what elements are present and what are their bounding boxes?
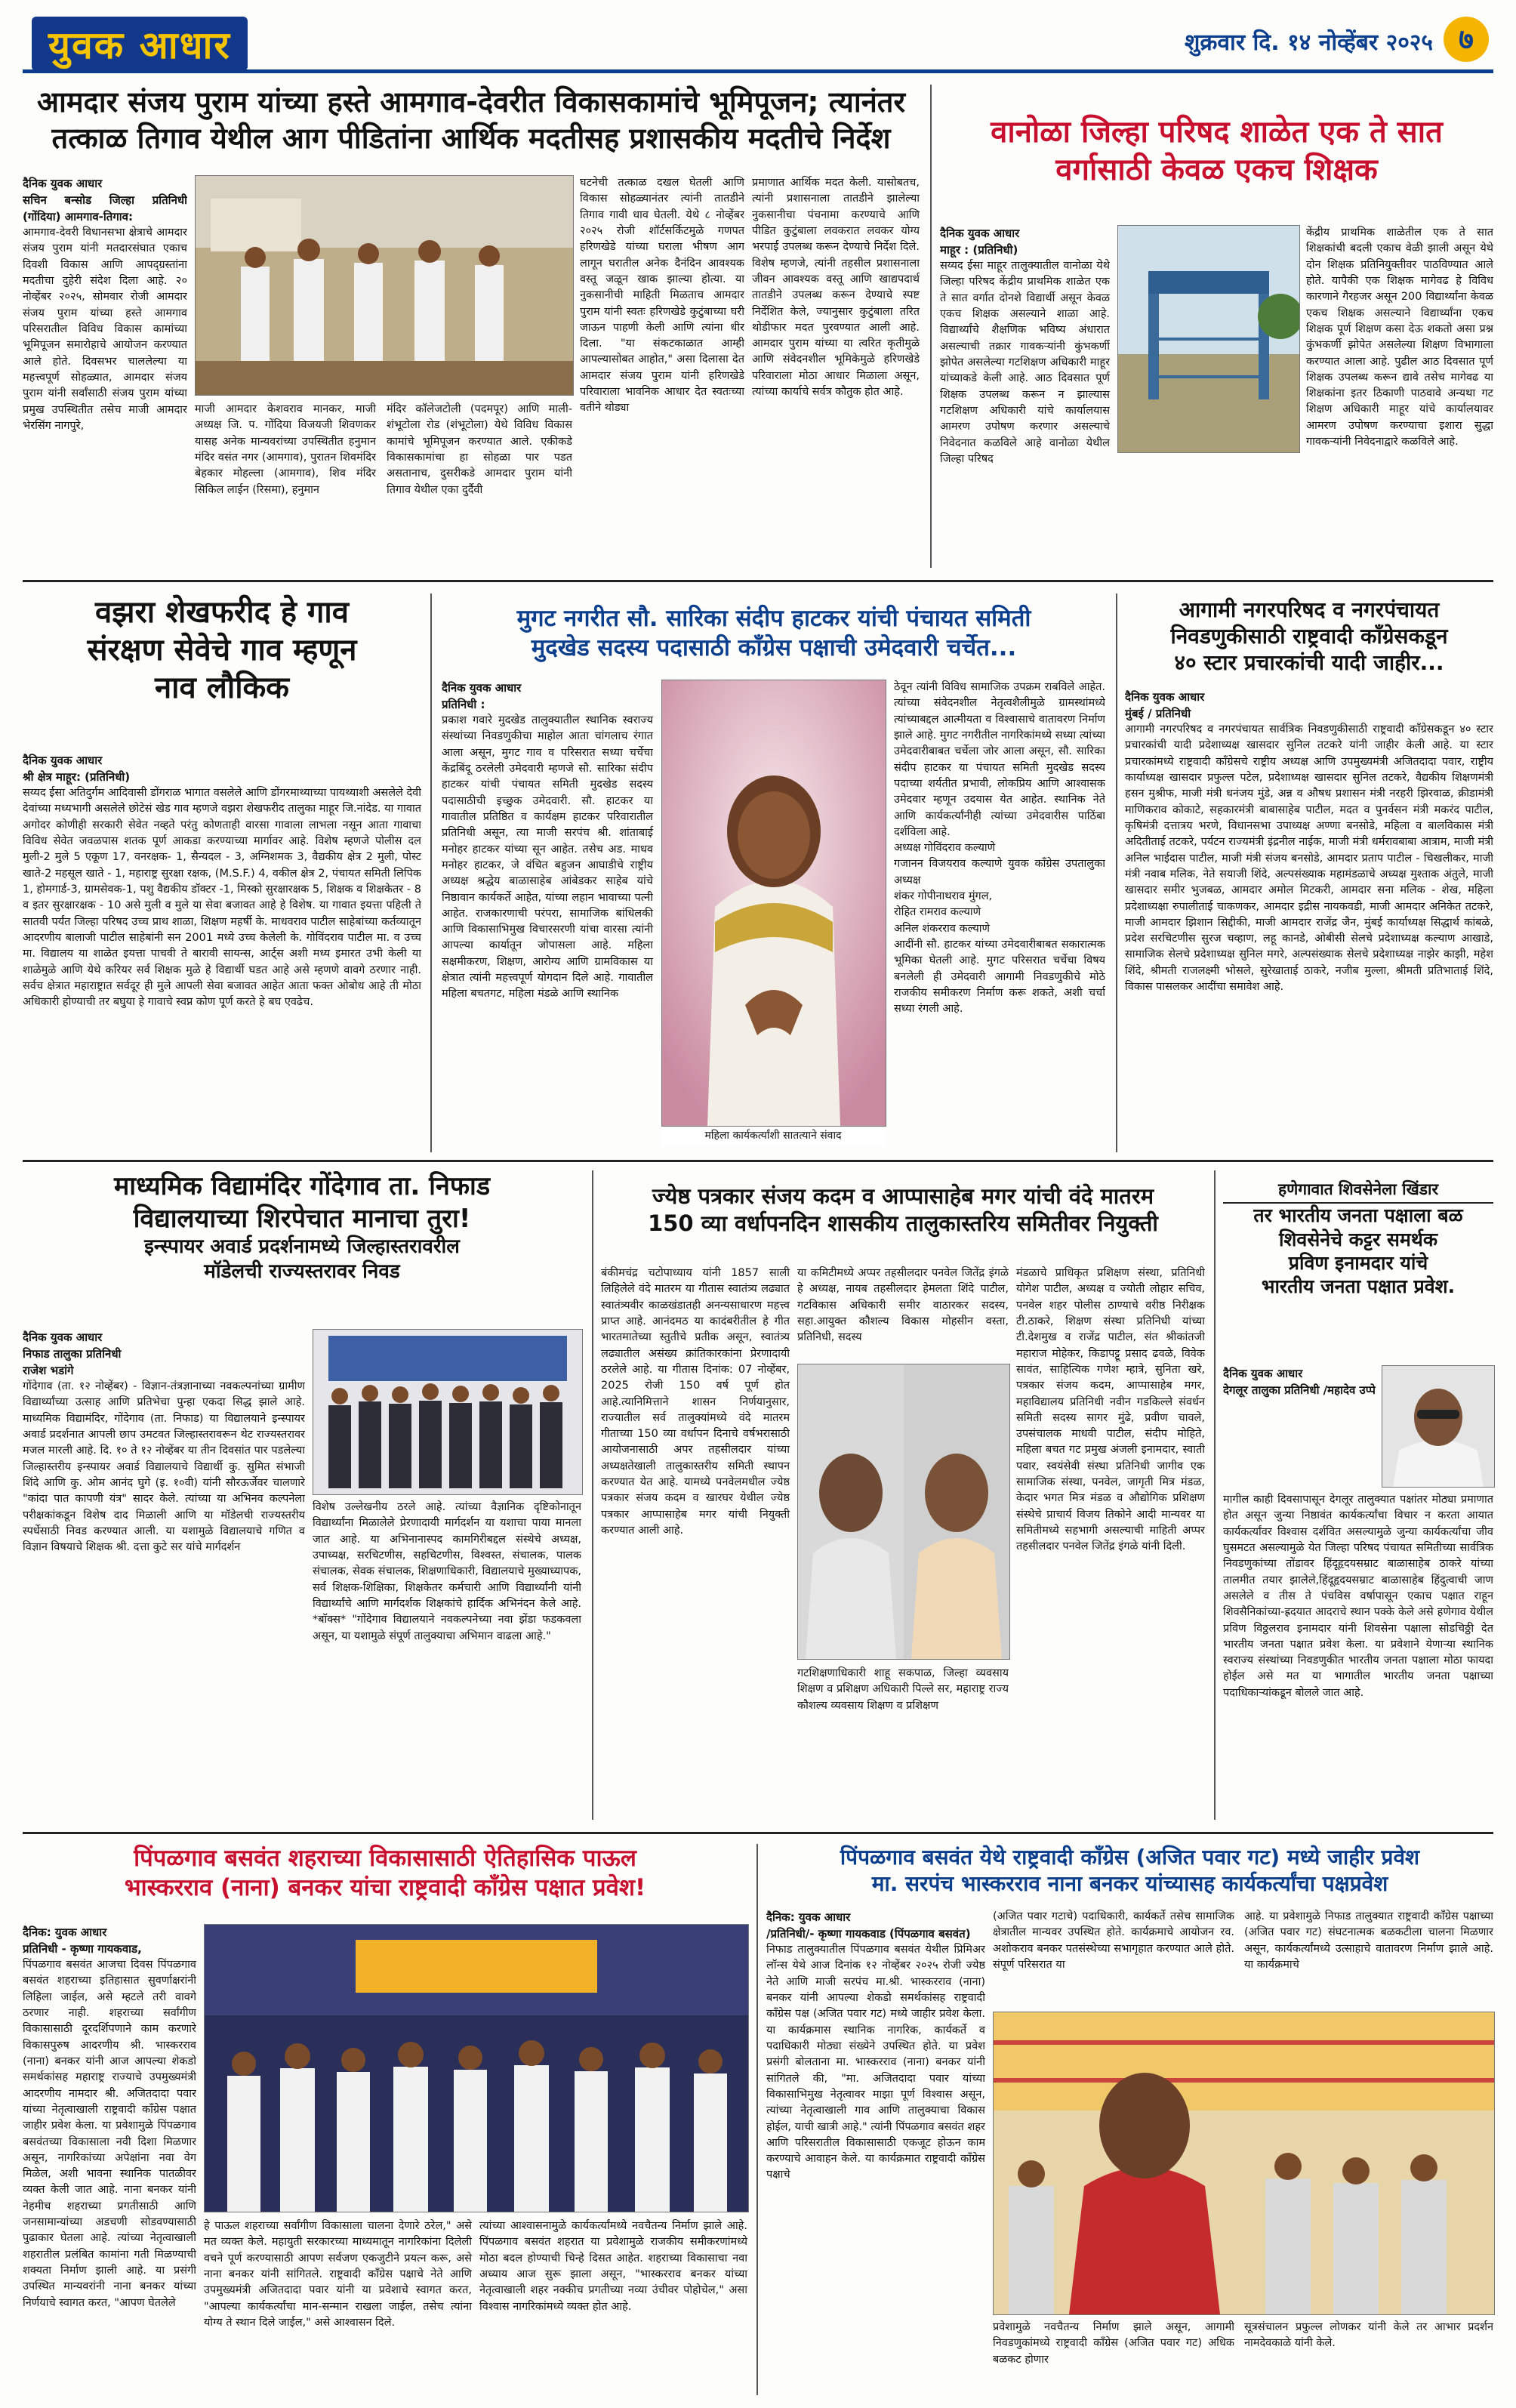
a2-byline: दैनिक युवक आधार माहूर : (प्रतिनिधी) xyxy=(940,227,1020,257)
a4-photo-caption: महिला कार्यकर्त्यांशी सातत्याने संवाद xyxy=(661,1128,885,1146)
a2-text-2: केंद्रीय प्राथमिक शाळेतील एक ते सात शिक्षकांची बदली एकाच वेळी झाली असून येथे दोन शिक्षक प्रतिनियुक्तीवर पाठविण्यात आले होते. यापैकी एक शिक्षक मागेवढ हे विविध कारणाने गैरहजर असून 200 विद्यार्थ्यांना केवळ एकच शिक्षक असल्याने विद्यार्थ्यांना एकच शिक्षक पूर्ण शिक्षण कसा देऊ शकतो असा प्रश्न कुंभकर्णी झोपेत असलेल्या शिक्षण विभागाला करण्यात आला आहे. पुढील आठ दिवसात पूर्ण शिक्षक उपलब्ध करून द्यावे तसेच मागेवढ या शिक्षकांना इतर ठिकाणी पाठवावे अन्यथा गट शिक्षण अधिकारी माहूर यांचे कार्यालयावर आमरण उपोषण करण्याचा इशारा सुद्धा गावकऱ्यांनी निवेदनाद्वारे कळविले आहे. xyxy=(1306,227,1493,449)
a1-text-1: आमगाव-देवरी विधानसभा क्षेत्राचे आमदार संजय पुराम यांनी मतदारसंघात एकाच दिवशी विकास आणि आपद्ग्रस्तांना मदतीचा दुहेरी संदेश दिला आहे. २० नोव्हेंबर २०२५, सोमवार रोजी आमदार संजय पुराम यांच्या हस्ते आमगाव परिसरातील विविध विकास कामांच्या भूमिपूजन समारोहाचे आयोजन करण्यात आले होते. दिवसभर चाललेल्या या महत्त्वपूर्ण सोहळ्यात, आमदार संजय पुराम यांनी सर्वांसाठी संजय पुराम यांच्या प्रमुख उपस्थितीत तसेच माजी आमदार भेरसिंग नागपुरे, xyxy=(23,227,187,432)
a1-text-4: घटनेची तत्काळ दखल घेतली आणि विकास सोहळ्यानंतर त्यांनी तातडीने तिगाव गावी धाव घेतली. येथे ८ नोव्हेंबर २०२५ रोजी शॉर्टसर्किटमुळे गणपत हरिणखेडे यांच्या घराला भीषण आग लागून घरातील अनेक दैनंदिन आवश्यक वस्तू जळून खाक झाल्या होत्या. या नुकसानीची माहिती मिळताच आमदार पुराम यांनी स्वतः हरिणखेडे कुटुंबाच्या घरी जाऊन पाहणी केली आणि त्यांना धीर दिला. "या संकटकाळात आम्ही आपल्यासोबत आहोत," असा दिलासा देत आमदार संजय पुराम यांनी हरिणखेडे परिवाराला भावनिक आधार देत स्वतःच्या वतीने थोड्या xyxy=(580,177,744,415)
a9-column-3 xyxy=(479,2218,747,2392)
a4-byline: दैनिक युवक आधार प्रतिनिधी : xyxy=(442,681,522,712)
divider xyxy=(1116,594,1117,1152)
a7-photo-journalists xyxy=(797,1364,1010,1660)
a5-headline xyxy=(1125,597,1493,676)
a10-text-bottom-2: सूत्रसंचालन प्रफुल्ल लोणकर यांनी केले तर आभार प्रदर्शन नामदेवकाळे यांनी केले. xyxy=(1244,2321,1493,2350)
a8-headline-line4: प्रविण इनामदार यांचे xyxy=(1288,1251,1428,1274)
a6-photo-award xyxy=(313,1329,583,1495)
a5-headline-line2: निवडणुकीसाठी राष्ट्रवादी कॉंग्रेसकडून xyxy=(1170,624,1448,649)
a6-headline-line2: विद्यालयाच्या शिरपेचात मानाचा तुरा! xyxy=(133,1203,471,1234)
a8-headline-line2: तर भारतीय जनता पक्षाला बळ xyxy=(1253,1204,1463,1227)
a6-headline-line4: मॉडेलची राज्यस्तरावर निवड xyxy=(204,1259,400,1283)
a1-text-3: मंदिर कॉलेजटोली (पदमपूर) आणि माली-शंभूटोला रोड (शंभूटोला) येथे विविध विकास कामांचे भूमिपूजन करण्यात आले. एकीकडे विकासकामांचा हा सोहळा पार पडत असतानाच, दुसरीकडे आमदार पुराम यांनी तिगाव येथील एका दुर्दैवी xyxy=(387,403,572,496)
a7-column-2 xyxy=(797,1266,1009,1356)
a5-byline: दैनिक युवक आधार मुंबई / प्रतिनिधी xyxy=(1125,690,1205,721)
a1-column-1 xyxy=(23,175,187,568)
a3-body xyxy=(23,752,421,1145)
a7-text-1: बंकीमचंद्र चटोपाध्याय यांनी 1857 साली लिहिलेले वंदे मातरम या गीतास स्वातंत्र्य लढ्यात स्वातंत्र्यवीर काळखंडातही अनन्यसाधारण महत्त्व प्राप्त आहे. आनंदमठ या कादंबरीतील हे गीत भारतमातेच्या स्तुतीचे प्रतीक असून, स्वातंत्र्य लढ्यातील असंख्य क्रांतिकारकांना प्रेरणादायी ठरलेले आहे. या गीतास दिनांक: 07 नोव्हेंबर, 2025 रोजी 150 वर्ष पूर्ण होत आहे.त्यानिमित्ताने शासन निर्णयानुसार, राज्यातील सर्व तालुक्यांमध्ये वंदे मातरम गीताच्या 150 व्या वर्धापन दिनाचे वर्षभरासाठी आयोजनासाठी अपर तहसीलदार यांच्या अध्यक्षतेखाली तालुकास्तरीय समिती स्थापन करण्यात येत आहे. यामध्ये पनवेलमधील ज्येष्ठ पत्रकार संजय कदम व खारघर येथील ज्येष्ठ पत्रकार आप्पासाहेब मगर यांची नियुक्ती करण्यात आली आहे. xyxy=(601,1267,790,1537)
a2-photo-school xyxy=(1117,225,1300,453)
a2-text-1: सय्यद ईसा माहूर तालुक्यातील वानोळा येथे जिल्हा परिषद केंद्रीय प्राथमिक शाळेत एक ते सात वर्गात दोनशे विद्यार्थी असून केवळ एकच शिक्षक असल्याने शाळा आहे. विद्यार्थ्यांचे शैक्षणिक भविष्य अंधारात असल्याची तक्रार गावकऱ्यांनी कुंभकर्णी झोपेत असलेल्या गटशिक्षण अधिकारी माहूर यांच्याकडे केली आहे. आठ दिवसात पूर्ण शिक्षक उपलब्ध करून न झाल्यास गटशिक्षण अधिकारी यांचे कार्यालयास आमरण उपोषण करणार असल्याचे निवेदनात कळविले आहे वानोळा येथील जिल्हा परिषद xyxy=(940,260,1110,465)
a10-bottom-1 xyxy=(993,2320,1234,2392)
issue-date: शुक्रवार दि. १४ नोव्हेंबर २०२५ xyxy=(1184,29,1433,56)
a10-bottom-2 xyxy=(1244,2320,1493,2392)
a3-headline-line2: संरक्षण सेवेचे गाव म्हणून xyxy=(87,633,357,668)
a4-text-1: प्रकाश गवारे मुदखेड तालुक्यातील स्थानिक स्वराज्य संस्थांच्या निवडणुकीचा माहोल आता चांगलाच रंगात आला असून, मुगट गाव व परिसरात सध्या चर्चेचा केंद्रबिंदू ठरलेली उमेदवारी म्हणजे सौ. सारिका संदीप हाटकर यांची पंचायत समिती मुदखेड सदस्य पदासाठीची इच्छुक उमेदवारी. सौ. हाटकर या गावातील प्रतिष्ठित व कार्यक्षम हाटकर परिवारातील प्रतिनिधी असून, त्या माजी सरपंच श्री. शांताबाई मनोहर हाटकर यांच्या सून आहेत. तसेच अड. माधव मनोहर हाटकर, जे वंचित बहुजन आघाडीचे राष्ट्रीय अध्यक्ष श्रद्धेय बाळासाहेब आंबेडकर साहेब यांचे निष्ठावान कार्यकर्ते आहेत, यांच्या लहान भावाच्या पत्नी आहेत. राजकारणाची परंपरा, सामाजिक बांधिलकी आणि विकासाभिमुख विचारसरणी यांचा वारसा त्यांनी आपल्या कार्यातून जोपासला आहे. महिला सक्षमीकरण, शिक्षण, आरोग्य आणि ग्रामविकास या क्षेत्रात त्यांनी महत्त्वपूर्ण योगदान दिले आहे. गावातील महिला बचतगट, महिला मंडळे आणि स्थानिक xyxy=(442,714,653,1001)
a1-headline-line1: आमदार संजय पुराम यांच्या हस्ते आमगाव-देवरीत विकासकामांचे भूमिपूजन; त्यानंतर xyxy=(36,85,905,119)
a9-text-3: त्यांच्या आश्वासनामुळे कार्यकर्त्यांमध्ये नवचैतन्य निर्माण झाले आहे. पिंपळगाव बसवंत शहरात या प्रवेशामुळे राजकीय समीकरणांमध्ये मोठा बदल होण्याची चिन्हे दिसत आहेत. शहराच्या विकासाचा नवा अध्याय आज सुरू झाला असून, "भास्करराव बनकर यांच्या नेतृत्वाखाली शहर नक्कीच प्रगतीच्या नव्या उंचीवर पोहोचेल," असा विश्वास नागरिकांमध्ये व्यक्त होत आहे. xyxy=(479,2220,747,2313)
a7-column-3 xyxy=(1016,1266,1205,1817)
a9-byline: दैनिक: युवक आधार प्रतिनिधी - कृष्णा गायकवाड, xyxy=(23,1925,142,1956)
section-rule xyxy=(23,1832,1493,1834)
masthead xyxy=(23,14,1493,73)
a6-photo-graphic xyxy=(313,1330,582,1494)
a9-text-2: हे पाऊल शहराच्या सर्वांगीण विकासाला चालना देणारे ठरेल," असे मत व्यक्त केले. महायुती सरकारच्या माध्यमातून नागरिकांना दिलेली वचने पूर्ण करण्यासाठी आपण सर्वजण एकजुटीने प्रयत्न करू, असे नाना बनकर यांनी सांगितले. राष्ट्रवादी कॉंग्रेस पक्षाचे नेते आणि उपमुख्यमंत्री अजितदादा पवार यांनी या प्रवेशाचे स्वागत करत, "आपल्या कार्यकर्त्यांचा मान-सन्मान राखला जाईल, तसेच त्यांना योग्य ते स्थान दिले जाईल," असे आश्वासन दिले. xyxy=(204,2220,472,2329)
a9-headline-line1: पिंपळगाव बसवंत शहराच्या विकासासाठी ऐतिहासिक पाऊल xyxy=(134,1845,636,1872)
a8-text: मागील काही दिवसापासून देगलूर तालुक्यात पक्षांतर मोठ्या प्रमाणात होत असून जुन्या निष्ठावंत कार्यकर्त्यांचा विचार न करता आयात कार्यकर्त्यांवर विश्वास दर्शवित असल्यामुळे जुन्या कार्यकर्त्यांचा जीव घुसमटत असल्यामुळे येत जिल्हा परिषद पंचायत समितीच्या सार्वत्रिक निवडणुकांच्या तोंडावर हिंदूहृदयसम्राट बाळासाहेब ठाकरे यांच्या तालमीत तयार झालेले,हिंदूहृदयसम्राट बाळासाहेब हिंदुत्वाची जाण असलेले व तीस ते पंचविस वर्षापासून एकाच पक्षात राहून शिवसैनिकांच्या-ह्रदयात आदराचे स्थान पक्के केले असे हणेगाव येथील प्रविण विठ्ठलराव इनामदार यांनी शिवसेना पक्षाला सोडचिठ्ठी देत भारतीय जनता पक्षात प्रवेश केला. या प्रवेशाने येणाऱ्या स्थानिक स्वराज्य संस्थांच्या निवडणुकीत भारतीय जनता पक्षाला मोठा फायदा होईल असे मत या भागातील भारतीय जनता पक्षाच्या पदाधिकाऱ्यांकडून बोलले जात आहे. xyxy=(1223,1494,1493,1699)
divider xyxy=(930,85,932,568)
a5-headline-line1: आगामी नगरपरिषद व नगरपंचायत xyxy=(1179,597,1440,622)
a7-headline-line1: ज्येष्ठ पत्रकार संजय कदम व आप्पासाहेब मगर यांची वंदे मातरम xyxy=(652,1183,1154,1209)
a1-column-4 xyxy=(580,175,744,568)
a2-photo-graphic xyxy=(1118,226,1299,452)
a8-photo-graphic xyxy=(1382,1366,1494,1487)
a3-byline: दैनिक युवक आधार श्री क्षेत्र माहूर: (प्रतिनिधी) xyxy=(23,754,131,785)
a10-photo-graphic xyxy=(994,2012,1494,2314)
a7-column-1 xyxy=(601,1266,790,1817)
a10-text-3: आहे. या प्रवेशामुळे निफाड तालुक्यात राष्ट्रवादी कॉंग्रेस पक्षाच्या (अजित पवार गट) संघटनात्मक बळकटीला चालना मिळणार असून, कार्यकर्त्यांमध्ये उत्साहाचे वातावरण निर्माण झाले आहे. या कार्यक्रमाचे xyxy=(1244,1910,1493,1971)
a7-text-2b: गटशिक्षणाधिकारी शाहू सकपाळ, जिल्हा व्यवसाय शिक्षण व प्रशिक्षण अधिकारी पिल्ले सर, महाराष्ट्र राज्य कौशल्य व्यवसाय शिक्षण व प्रशिक्षण xyxy=(797,1667,1009,1712)
a1-byline: दैनिक युवक आधार सचिन बन्सोड जिल्हा प्रतिनिधी (गोंदिया) आमगाव-तिगाव: xyxy=(23,177,187,224)
a5-body xyxy=(1125,689,1493,1149)
a6-headline xyxy=(23,1170,581,1284)
page-number: ७ xyxy=(1444,17,1489,62)
a1-text-2: माजी आमदार केशवराव मानकर, माजी अध्यक्ष जि. प. गोंदिया विजयजी शिवणकर यासह अनेक मान्यवरांच्या उपस्थितीत हनुमान मंदिर वसंत नगर (आमगाव), पुरातन शिवमंदिर बेहकार मोहल्ला (आमगाव), शिव मंदिर सिकिल लाईन (रिसमा), हनुमान xyxy=(195,403,376,496)
a4-headline-line2: मुदखेड सदस्य पदासाठी कॉंग्रेस पक्षाची उमेदवारी चर्चेत... xyxy=(531,634,1017,661)
a2-column-1 xyxy=(940,225,1110,569)
a8-headline-line1: हणेगावात शिवसेनेला खिंडार xyxy=(1223,1179,1493,1204)
a8-body-2 xyxy=(1223,1492,1493,1817)
section-rule xyxy=(23,1160,1493,1162)
a7-text-2: या कमिटीमध्ये अप्पर तहसीलदार पनवेल जितेंद्र इंगळे हे अध्यक्ष, नायब तहसीलदार हेमलता शिंदे पाटील, गटविकास अधिकारी समीर वाठारकर सदस्य, सहा.आयुक्त कौशल्य विकास मोहसीन वस्ता, प्रतिनिधी, सदस्य xyxy=(797,1267,1009,1344)
a8-headline xyxy=(1223,1179,1493,1298)
a10-headline-line2: मा. सरपंच भास्करराव नाना बनकर यांच्यासह कार्यकर्त्यांचा पक्षप्रवेश xyxy=(871,1871,1388,1896)
a1-photo-graphic xyxy=(196,176,573,395)
a9-column-1 xyxy=(23,1924,196,2392)
a4-column-1 xyxy=(442,680,653,1148)
a2-headline-line1: वानोळा जिल्हा परिषद शाळेत एक ते सात xyxy=(991,115,1443,150)
a9-text-1: पिंपळगाव बसवंत आजचा दिवस पिंपळगाव बसवंत शहराच्या इतिहासात सुवर्णाक्षरांनी लिहिला जाईल, असे म्हटले तरी वावगे ठरणार नाही. शहराच्या सर्वांगीण विकासासाठी दूरदर्शिपणाने काम करणारे विकासपुरुष आदरणीय श्री. भास्करराव (नाना) बनकर यांनी आज आपल्या शेकडो समर्थकांसह महाराष्ट्र राज्याचे उपमुख्यमंत्री आदरणीय नामदार श्री. अजितदादा पवार यांच्या नेतृत्वाखाली राष्ट्रवादी कॉंग्रेस पक्षात जाहीर प्रवेश केला. या प्रवेशामुळे पिंपळगाव बसवंतच्या विकासाला नवी दिशा मिळणार असून, नागरिकांच्या अपेक्षांना नवा वेग मिळेल, अशी भावना स्थानिक पातळीवर व्यक्त केली जात आहे. नाना बनकर यांनी नेहमीच शहराच्या प्रगतीसाठी आणि जनसामान्यांच्या अडचणी सोडवण्यासाठी पुढाकार घेतला आहे. त्यांच्या नेतृत्वाखाली शहरातील प्रलंबित कामांना गती मिळण्याची शक्यता निर्माण झाली आहे. या प्रसंगी उपस्थित मान्यवरांनी नाना बनकर यांच्या निर्णयाचे स्वागत करत, "आपण घेतलेले xyxy=(23,1959,196,2309)
a3-text: सय्यद ईसा अतिदुर्गम आदिवासी डोंगराळ भागात वसलेले आणि डोंगरमाथ्याच्या पायथ्याशी असलेले देवी देवांच्या मध्यभागी असलेले छोटेसं खेड गाव म्हणजे वझरा शेखफरीद तालुका माहूर जि.नांदेड. या गावात अगोदर कोणीही सरकारी सेवेत नव्हते परंतु कोणताही वारसा गावाला लाभला नसून आता गावाचा विविध सेवेत जवळपास शतक पूर्ण आकडा करण्याच्या मार्गावर आहे. विशेष म्हणजे पोलीस दल मुली-2 मुले 5 एकूण 17, वनरक्षक- 1, सैन्यदल - 3, अग्निशमक 3, वैद्यकीय क्षेत्र 2 मुली, पोस्ट खाते-2 महसूल खाते - 1, महाराष्ट्र सुरक्षा रक्षक, (M.S.F.) 4, वकील क्षेत्र 2, पंचायत समिती लिपिक 1, होमगार्ड-3, ग्रामसेवक-1, पशु वैद्यकीय डॉक्टर -1, मिस्को सुरक्षारक्षक 5, शिक्षक व शिक्षकेतर - 8 व इतर सुरक्षारक्षक - 10 असे मुली व मुले या सेवा बजावत आहे हे विशेष. या गावात इयत्ता पहिली ते सातवी पर्यंत जिल्हा परिषद उच्च प्राथ शाळा, शिक्षण महर्षी के. माधवराव पाटील साहेबांच्या कर्तव्यातून आदरणीय बालाजी पाटील साहेबांनी सन 2001 मध्ये उच्च केलेली के. गोविंदराव पाटील मा. व उच्च मा. विद्यालय या शाळेत इयत्ता पाचवी ते बारावी सायन्स, आर्ट्स अशी मध्य इमारत उभी केली या शाळेमुळे आणि येथे करियर सर्व शिक्षक मुळे हे विद्यार्थी घडत आहे असे म्हणणे वावगे ठरणार नाही. सर्वच क्षेत्रात महाराष्ट्रात सर्वदूर ही मुले आपली सेवा बजावत आहेत आता फक्त ओबोध आहे ती मोठा अधिकारी होण्याची तर बघुया हे गावाचे स्वप्न कोण पूर्ण करते हे बघ एवढेच. xyxy=(23,787,421,1009)
a2-column-2 xyxy=(1306,225,1493,569)
divider xyxy=(1214,1170,1216,1820)
a1-text-5: प्रमाणात आर्थिक मदत केली. यासोबतच, त्यांनी प्रशासनाला तातडीने झालेल्या नुकसानीचा पंचनामा करण्याचे आणि पीडित कुटुंबाला लवकरात लवकर योग्य भरपाई उपलब्ध करून देण्याचे निर्देश दिले. विशेष म्हणजे, त्यांनी तहसील प्रशासनाला जीवन आवश्यक वस्तू आणि खाद्यपदार्थ तातडीने उपलब्ध करून देण्याचे स्पष्ट निर्देशित केले, ज्यानुसार कुटुंबाला तरित थोडीफार मदत पुरवण्यात आली आहे. आमदार पुराम यांच्या या त्वरित कृतीमुळे आणि संवेदनशील भूमिकेमुळे हरिणखेडे परिवाराला मोठा आधार मिळाला असून, त्यांच्या कार्याचे सर्वत्र कौतुक होत आहे. xyxy=(752,177,920,399)
a7-headline-line2: 150 व्या वर्धापनदिन शासकीय तालुकास्तरिय समितीवर नियुक्ती xyxy=(648,1210,1158,1237)
a5-headline-line3: ४० स्टार प्रचारकांची यादी जाहीर... xyxy=(1174,650,1444,675)
a7-text-3: मंडळाचे प्राधिकृत प्रशिक्षण संस्था, प्रतिनिधी योगेश पाटील, अध्यक्ष व ज्योती लोहार सचिव, पनवेल शहर पोलीस ठाण्याचे वरीष्ठ निरीक्षक टी.ठाकरे, शिक्षण संस्था प्रतिनिधी यांच्या टी.देशमुख व राजेंद्र पाटील, संत श्रीकांतजी महाराज मोहेकर, किडापट्टू प्रसाद ढवळे, विवेक सावंत, साहित्यिक गणेश म्हात्रे, सुनिता खरे, पत्रकार संजय कदम, आप्पासाहेब मगर, महाविद्यालय प्रतिनिधी नवीन गडकिल्ले संवर्धन समिती सदस्य सागर मुंढे, प्रवीण चावले, उपसंचालक माधवी पाटील, संदीप मोहिते, महिला बचत गट प्रमुख अंजली इनामदार, स्वाती पवार, स्वयंसेवी संस्था प्रतिनिधी जागीव एक सामाजिक संस्था, पनवेल, जागृती मित्र मंडळ, केदार भगत मित्र मंडळ व औद्योगिक प्रशिक्षण संस्थेचे प्राचार्य विजय तिकोने आदी मान्यवर या समितीमध्ये सहभागी असल्याची माहिती अप्पर तहसीलदार पनवेल जितेंद्र इंगळे यांनी दिली. xyxy=(1016,1267,1205,1553)
a10-column-2 xyxy=(993,1909,1234,2006)
section-rule xyxy=(23,580,1493,582)
a8-headline-line5: भारतीय जनता पक्षात प्रवेश. xyxy=(1261,1275,1456,1297)
newspaper-logo: युवक आधार xyxy=(32,17,248,71)
a8-photo-inamdar xyxy=(1382,1365,1495,1488)
a10-column-3 xyxy=(1244,1909,1493,2006)
a9-photo-graphic xyxy=(205,1925,748,2212)
a3-headline-line1: वझरा शेखफरीद हे गाव xyxy=(94,595,350,630)
a10-headline-line1: पिंपळगाव बसवंत येथे राष्ट्रवादी कॉंग्रेस (अजित पवार गट) मध्ये जाहीर प्रवेश xyxy=(840,1845,1420,1870)
a1-column-5 xyxy=(752,175,920,568)
a8-body xyxy=(1223,1365,1376,1486)
a6-headline-line3: इन्स्पायर अवार्ड प्रदर्शनामध्ये जिल्हास्तरावरील xyxy=(144,1235,460,1258)
a10-headline xyxy=(766,1844,1493,1897)
a1-column-2 xyxy=(195,402,376,568)
a7-photo-graphic xyxy=(798,1364,1009,1659)
divider xyxy=(430,594,432,1152)
a9-headline xyxy=(23,1844,747,1903)
a7-column-2b xyxy=(797,1666,1009,1817)
a6-text-2: विशेष उल्लेखनीय ठरले आहे. त्यांच्या वैज्ञानिक दृष्टिकोनातून विद्यार्थ्यांना मिळालेले प्रेरणादायी मार्गदर्शन या यशाचा पाया मानला जात आहे. या अभिनानास्पद कामगिरीबद्दल संस्थेचे अध्यक्ष, उपाध्यक्ष, सरचिटणीस, सहचिटणीस, विश्वस्त, संचालक, पालक संचालक, सेवक संचालक, शिक्षणाधिकारी, विद्यालयाचे मुख्याध्यापक, सर्व शिक्षक-शिक्षिका, शिक्षकेतर कर्मचारी आणि विद्यार्थ्यांनी यांनी विद्यार्थ्यांचे आणि मार्गदर्शक शिक्षकांचे हार्दिक अभिनंदन केले आहे. *बॉक्स* "गोंदेगाव विद्यालयाने नवकल्पनेच्या नवा झेंडा फडकवला असून, या यशामुळे संपूर्ण तालुक्याचा अभिमान वाढला आहे." xyxy=(313,1501,581,1642)
a2-headline-line2: वर्गासाठी केवळ एकच शिक्षक xyxy=(1055,153,1378,187)
a10-text-1: निफाड तालुक्यातील पिंपळगाव बसवंत येथील प्रिमिअर लॉन्स येथे आज दिनांक १२ नोव्हेंबर २०२५ रोजी ज्येष्ठ नेते आणि माजी सरपंच मा.श्री. भास्करराव (नाना) बनकर यांनी आपल्या शेकडो समर्थकांसह राष्ट्रवादी कॉंग्रेस पक्ष (अजित पवार गट) मध्ये जाहीर प्रवेश केला. या कार्यक्रमास स्थानिक नागरिक, कार्यकर्ते व पदाधिकारी मोठ्या संख्येने उपस्थित होते. या प्रवेश प्रसंगी बोलताना मा. भास्करराव (नाना) बनकर यांनी सांगितले की, "मा. अजितदादा पवार यांच्या विकासाभिमुख नेतृत्वावर माझा पूर्ण विश्वास असून, त्यांच्या नेतृत्वाखाली गाव आणि तालुक्याचा विकास होईल, याची खात्री आहे." त्यांनी पिंपळगाव बसवंत शहर आणि परिसरातील विकासासाठी एकजूट होऊन काम करण्याचे आवाहन केले. या कार्यक्रमात राष्ट्रवादी कॉंग्रेस पक्षाचे xyxy=(766,1944,985,2181)
divider xyxy=(592,1170,593,1820)
a4-headline-line1: मुगट नगरीत सौ. सारिका संदीप हाटकर यांची पंचायत समिती xyxy=(516,605,1031,632)
a10-byline: दैनिक: युवक आधार /प्रतिनिधी/- कृष्णा गायकवाड (पिंपळगाव बसवंत) xyxy=(766,1910,971,1941)
a1-column-3 xyxy=(387,402,572,568)
a10-column-1 xyxy=(766,1909,985,2392)
a6-byline: दैनिक युवक आधार निफाड तालुका प्रतिनिधी राजेश भडांगे xyxy=(23,1330,122,1378)
a9-headline-line2: भास्करराव (नाना) बनकर यांचा राष्ट्रवादी कॉंग्रेस पक्षात प्रवेश! xyxy=(124,1873,646,1901)
a8-byline: दैनिक युवक आधार देगलूर तालुका प्रतिनिधी /महादेव उप्पे xyxy=(1223,1367,1376,1398)
a3-headline xyxy=(23,594,421,707)
a10-photo-gathering xyxy=(993,2012,1495,2315)
a8-headline-line3: शिवसेनेचे कट्टर समर्थक xyxy=(1278,1228,1438,1250)
a2-headline xyxy=(940,113,1493,189)
a3-headline-line3: नाव लौकिक xyxy=(154,671,289,705)
a4-column-2 xyxy=(894,680,1105,1148)
divider xyxy=(756,1844,758,2395)
a7-headline xyxy=(601,1182,1205,1238)
a6-headline-line1: माध्यमिक विद्यामंदिर गोंदेगाव ता. निफाड xyxy=(113,1171,491,1201)
a4-text-2: ठेवून त्यांनी विविध सामाजिक उपक्रम राबविले आहेत. त्यांच्या संवेदनशील नेतृत्वशैलीमुळे ग्रामस्थांमध्ये त्यांच्याबद्दल आत्मीयता व विश्वासाचे वातावरण निर्माण झाले आहे. मुगट नगरीतील नागरिकांमध्ये सध्या त्यांच्या उमेदवारीबाबत चर्चेला जोर आला असून, सौ. सारिका संदीप हाटकर या पंचायत समिती मुदखेड सदस्य पदाच्या शर्यतीत प्रभावी, लोकप्रिय आणि आश्वासक उमेदवार म्हणून उदयास येत आहेत. स्थानिक नेते आणि कार्यकर्त्यांनीही त्यांच्या उमेदवारीस पाठिंबा दर्शविला आहे. अध्यक्ष गोविंदराव कल्याणे गजानन विजयराव कल्याणे युवक कॉंग्रेस उपतालुका अध्यक्ष शंकर गोपीनाथराव मुंगल, रोहित रामराव कल्याणे अनिल शंकरराव कल्याणे आदींनी सौ. हाटकर यांच्या उमेदवारीबाबत सकारात्मक भूमिका घेतली आहे. मुगट परिसरात चर्चेचा विषय बनलेली ही उमेदवारी आगामी निवडणुकीचे मोठे राजकीय समीकरण निर्माण करू शकते, अशी चर्चा सध्या रंगली आहे. xyxy=(894,681,1105,1016)
a4-photo-graphic xyxy=(662,680,886,1126)
a6-text-1: गोंदेगाव (ता. १२ नोव्हेंबर) - विज्ञान-तंत्रज्ञानाच्या नवकल्पनांच्या ग्रामीण विद्यार्थ्यांच्या उत्साह आणि प्रतिभेचा पुन्हा एकदा सिद्ध झाले आहे. माध्यमिक विद्यामंदिर, गोंदेगाव (ता. निफाड) या विद्यालयाने इन्स्पायर अवार्ड प्रदर्शनात आपली छाप उमटवत जिल्हास्तरावरून थेट राज्यस्तरावर मजल मारली आहे. दि. १० ते १२ नोव्हेंबर या तीन दिवसांत पार पडलेल्या जिल्हास्तरीय इन्स्पायर अवार्ड विद्यालयाचे विद्यार्थी कु. सुमित संभाजी शिंदे आणि कु. ओम आनंद घुगे (इ. १०वी) यांनी सौरऊर्जेवर चालणारे "कांदा पात कापणी यंत्र" सादर केले. त्यांच्या या अभिनव कल्पनेला परीक्षकांकडून विशेष दाद मिळाली आणि या मॉडेलची राज्यस्तरीय स्पर्धेसाठी निवड करण्यात आली. या यशामुळे विद्यालयाचे गणित व विज्ञान विषयाचे शिक्षक श्री. दत्ता कुटे सर यांचे मार्गदर्शन xyxy=(23,1380,305,1554)
a10-text-bottom-1: प्रवेशामुळे नवचैतन्य निर्माण झाले असून, आगामी निवडणुकांमध्ये राष्ट्रवादी कॉंग्रेस (अजित पवार गट) अधिक बळकट होणार xyxy=(993,2321,1234,2366)
a9-column-2 xyxy=(204,2218,472,2392)
a6-column-1 xyxy=(23,1329,305,1812)
a1-photo-inauguration xyxy=(195,175,574,396)
a6-column-2 xyxy=(313,1500,581,1812)
a1-headline xyxy=(23,85,920,156)
a4-headline xyxy=(442,604,1106,663)
a4-photo-candidate xyxy=(661,680,886,1127)
a9-photo-event xyxy=(204,1924,749,2212)
a1-headline-line2: तत्काळ तिगाव येथील आग पीडितांना आर्थिक मदतीसह प्रशासकीय मदतीचे निर्देश xyxy=(51,121,891,155)
a5-text: आगामी नगरपरिषद व नगरपंचायत सार्वत्रिक निवडणुकीसाठी राष्ट्रवादी कॉंग्रेसकडून ४० स्टार प्रचारकांची यादी प्रदेशाध्यक्ष खासदार सुनिल तटकरे यांनी जाहीर केली आहे. या स्टार प्रचारकांमध्ये राष्ट्रवादी कॉंग्रेसचे राष्ट्रीय अध्यक्ष आणि उपमुख्यमंत्री अजितदादा पवार, राष्ट्रीय कार्याध्यक्ष खासदार प्रफुल्ल पटेल, प्रदेशाध्यक्ष खासदार सुनिल तटकरे, वैद्यकीय शिक्षणमंत्री हसन मुश्रीफ, माजी मंत्री धनंजय मुंडे, अन्न व औषध प्रशासन मंत्री नरहरी झिरवाळ, क्रीडामंत्री माणिकराव कोकाटे, सहकारमंत्री बाबासाहेब पाटील, मदत व पुनर्वसन मंत्री मकरंद पाटील, कृषिमंत्री दत्तात्रय भरणे, विधानसभा उपाध्यक्ष अण्णा बनसोडे, महिला व बालविकास मंत्री अदितीताई तटकरे, पर्यटन राज्यमंत्री इंद्रनील नाईक, माजी मंत्री धर्मरावबाबा आत्राम, माजी मंत्री अनिल भाईदास पाटील, माजी मंत्री संजय बनसोडे, आमदार प्रताप पाटील - चिखलीकर, माजी मंत्री नवाब मलिक, नेते सयाजी शिंदे, अल्पसंख्याक महामंडळाचे अध्यक्ष मुश्ताक अंतुले, माजी खासदार समीर भुजबळ, आमदार अमोल मिटकरी, आमदार सना मलिक - शेख, महिला प्रदेशाध्यक्षा रुपालीताई चाकणकर, आमदार इद्रीस नायकवडी, माजी आमदार अनिकेत तटकरे, माजी आमदार झिशान सिद्दीकी, माजी आमदार राजेंद्र जैन, मुंबई कार्याध्यक्ष सिद्धार्थ कांबळे, प्रदेश सरचिटणीस सुरज चव्हाण, लहू कानडे, ओबीसी सेलचे प्रदेशाध्यक्ष कल्याण आखाडे, सामाजिक सेलचे प्रदेशाध्यक्ष सुनिल मगरे, अल्पसंख्याक सेलचे प्रदेशाध्यक्ष नाझेर काझी, महेश शिंदे, श्रीमती राजलक्ष्मी भोसले, सुरेखाताई ठाकरे, नजीब मुल्ला, श्रीमती प्रतिभाताई शिंदे, विकास पासलकर आदींचा समावेश आहे. xyxy=(1125,723,1493,994)
a10-text-2: (अजित पवार गटाचे) पदाधिकारी, कार्यकर्ते तसेच सामाजिक क्षेत्रातील मान्यवर उपस्थित होते. कार्यक्रमाचे आयोजन रव. अशोकराव बनकर पतसंस्थेच्या सभागृहात करण्यात आले होते. संपूर्ण परिसरात या xyxy=(993,1910,1234,1971)
